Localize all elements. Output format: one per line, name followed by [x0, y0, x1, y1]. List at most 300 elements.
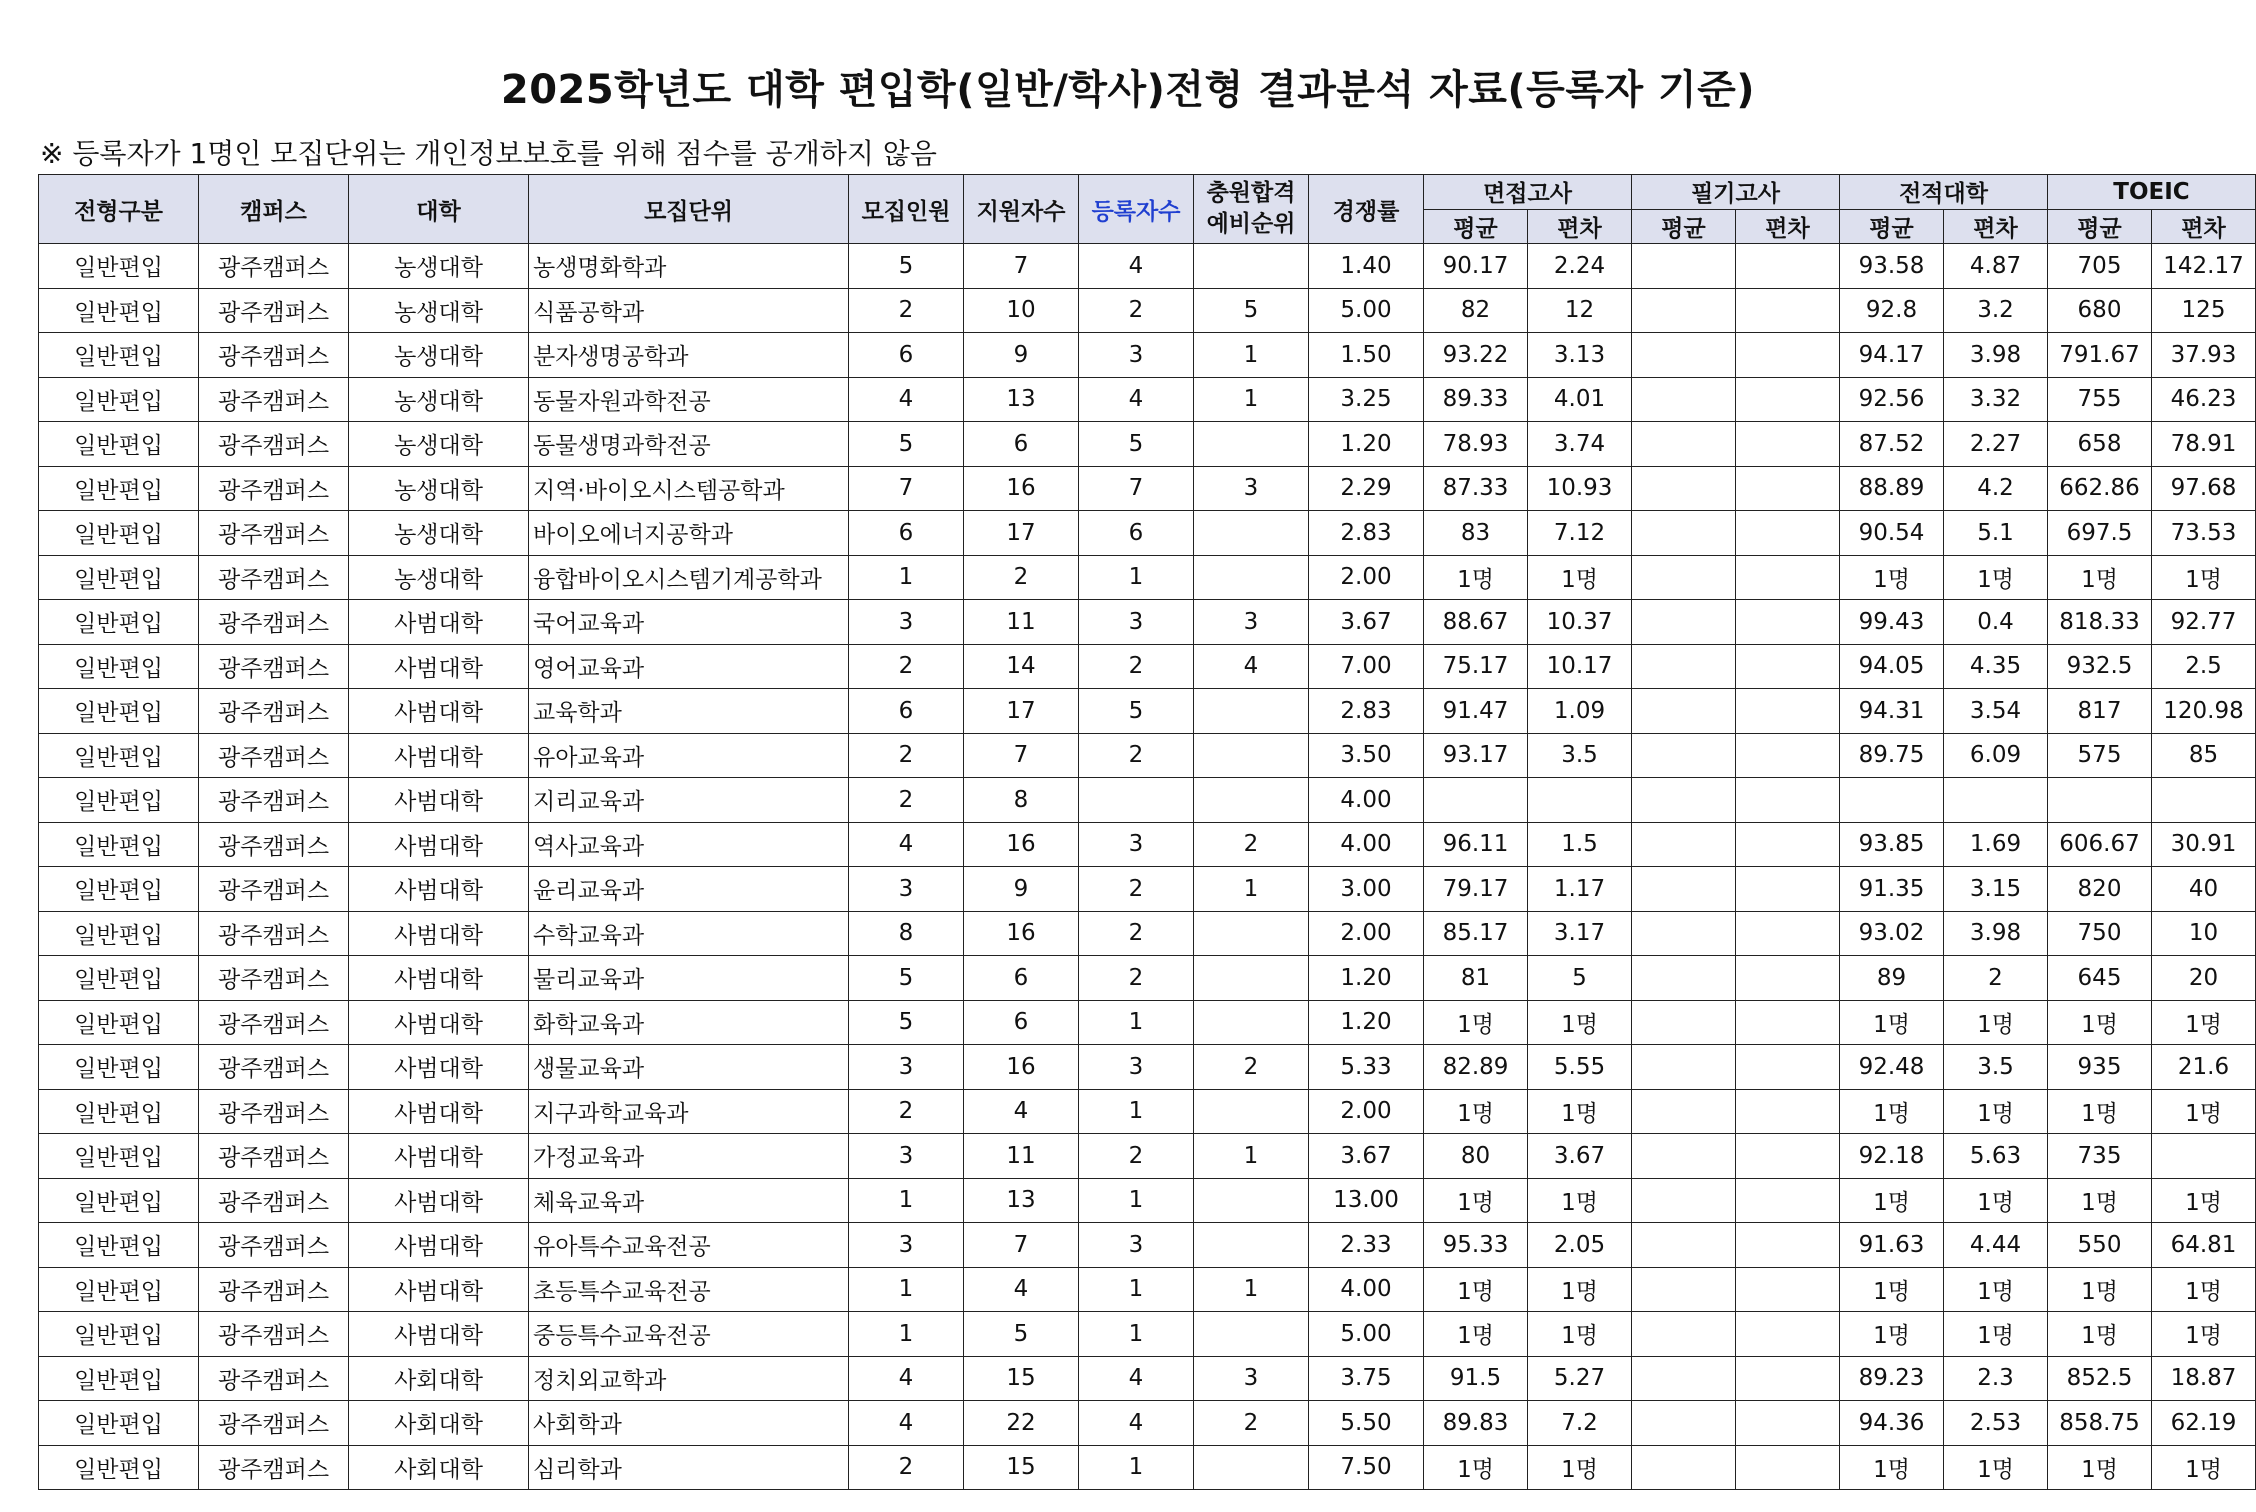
cell-toeic-dev: 21.6: [2152, 1045, 2256, 1090]
header-campus: 캠퍼스: [199, 175, 349, 244]
cell-type: 일반편입: [39, 1223, 199, 1268]
cell-ratio: 5.33: [1309, 1045, 1424, 1090]
cell-unit: 유아특수교육전공: [529, 1223, 849, 1268]
cell-interview-dev: 1명: [1528, 1267, 1632, 1312]
cell-prev-univ-avg: [1840, 778, 1944, 823]
cell-interview-dev: 5: [1528, 956, 1632, 1001]
header-prev-univ-dev: 편차: [1944, 209, 2048, 244]
cell-type: 일반편입: [39, 600, 199, 645]
cell-prev-univ-dev: 3.32: [1944, 377, 2048, 422]
cell-written-dev: [1736, 733, 1840, 778]
cell-interview-dev: 10.37: [1528, 600, 1632, 645]
cell-prev-univ-avg: 1명: [1840, 1000, 1944, 1045]
cell-registered: 1: [1079, 555, 1194, 600]
cell-registered: 1: [1079, 1178, 1194, 1223]
cell-interview-dev: 5.27: [1528, 1356, 1632, 1401]
cell-quota: 1: [849, 1267, 964, 1312]
cell-quota: 5: [849, 956, 964, 1001]
cell-prev-univ-dev: 1명: [1944, 1178, 2048, 1223]
cell-unit: 정치외교학과: [529, 1356, 849, 1401]
cell-interview-dev: 3.5: [1528, 733, 1632, 778]
table-row: [39, 511, 2256, 556]
cell-prev-univ-avg: 92.56: [1840, 377, 1944, 422]
cell-prev-univ-avg: 1명: [1840, 1445, 1944, 1490]
cell-registered: 3: [1079, 1223, 1194, 1268]
cell-campus: 광주캠퍼스: [199, 1045, 349, 1090]
cell-toeic-avg: 575: [2048, 733, 2152, 778]
cell-waitlist: 4: [1194, 644, 1309, 689]
cell-registered: 2: [1079, 911, 1194, 956]
cell-interview-dev: 1명: [1528, 1089, 1632, 1134]
cell-applicants: 10: [964, 288, 1079, 333]
cell-interview-avg: 95.33: [1424, 1223, 1528, 1268]
cell-interview-dev: 5.55: [1528, 1045, 1632, 1090]
cell-campus: 광주캠퍼스: [199, 1223, 349, 1268]
cell-written-avg: [1632, 333, 1736, 378]
cell-college: 사범대학: [349, 1000, 529, 1045]
cell-ratio: 3.67: [1309, 600, 1424, 645]
cell-college: 사범대학: [349, 689, 529, 734]
cell-prev-univ-dev: 4.2: [1944, 466, 2048, 511]
cell-written-avg: [1632, 644, 1736, 689]
cell-type: 일반편입: [39, 644, 199, 689]
cell-college: 사범대학: [349, 778, 529, 823]
cell-registered: 1: [1079, 1267, 1194, 1312]
cell-written-dev: [1736, 956, 1840, 1001]
cell-waitlist: [1194, 911, 1309, 956]
cell-type: 일반편입: [39, 1356, 199, 1401]
cell-written-dev: [1736, 689, 1840, 734]
cell-interview-avg: 79.17: [1424, 867, 1528, 912]
cell-written-avg: [1632, 1134, 1736, 1179]
cell-toeic-avg: 791.67: [2048, 333, 2152, 378]
cell-quota: 5: [849, 244, 964, 289]
cell-campus: 광주캠퍼스: [199, 466, 349, 511]
table-row: [39, 466, 2256, 511]
cell-campus: 광주캠퍼스: [199, 1267, 349, 1312]
cell-applicants: 8: [964, 778, 1079, 823]
cell-applicants: 17: [964, 511, 1079, 556]
cell-written-avg: [1632, 1223, 1736, 1268]
cell-prev-univ-dev: 1.69: [1944, 822, 2048, 867]
cell-toeic-dev: 1명: [2152, 555, 2256, 600]
cell-toeic-avg: 1명: [2048, 1445, 2152, 1490]
cell-applicants: 16: [964, 822, 1079, 867]
cell-toeic-dev: 18.87: [2152, 1356, 2256, 1401]
cell-ratio: 5.00: [1309, 288, 1424, 333]
cell-waitlist: [1194, 1223, 1309, 1268]
cell-toeic-avg: 935: [2048, 1045, 2152, 1090]
table-row: [39, 1045, 2256, 1090]
cell-interview-dev: 10.93: [1528, 466, 1632, 511]
header-toeic-dev: 편차: [2152, 209, 2256, 244]
table-row: [39, 1089, 2256, 1134]
cell-toeic-avg: 858.75: [2048, 1401, 2152, 1446]
cell-unit: 생물교육과: [529, 1045, 849, 1090]
cell-prev-univ-avg: 90.54: [1840, 511, 1944, 556]
cell-ratio: 3.00: [1309, 867, 1424, 912]
cell-campus: 광주캠퍼스: [199, 511, 349, 556]
cell-campus: 광주캠퍼스: [199, 867, 349, 912]
cell-applicants: 4: [964, 1089, 1079, 1134]
cell-interview-dev: 7.2: [1528, 1401, 1632, 1446]
cell-college: 농생대학: [349, 333, 529, 378]
cell-unit: 가정교육과: [529, 1134, 849, 1179]
cell-type: 일반편입: [39, 733, 199, 778]
cell-waitlist: [1194, 422, 1309, 467]
cell-interview-avg: 82: [1424, 288, 1528, 333]
header-prev-univ-avg: 평균: [1840, 209, 1944, 244]
cell-written-avg: [1632, 600, 1736, 645]
cell-prev-univ-avg: 94.05: [1840, 644, 1944, 689]
cell-interview-avg: 89.33: [1424, 377, 1528, 422]
cell-interview-avg: 88.67: [1424, 600, 1528, 645]
cell-quota: 2: [849, 288, 964, 333]
header-waitlist-line2: 예비순위: [1206, 211, 1296, 237]
cell-ratio: 2.33: [1309, 1223, 1424, 1268]
cell-prev-univ-avg: 94.17: [1840, 333, 1944, 378]
cell-prev-univ-dev: 1명: [1944, 555, 2048, 600]
cell-applicants: 13: [964, 1178, 1079, 1223]
cell-interview-dev: [1528, 778, 1632, 823]
cell-ratio: 4.00: [1309, 1267, 1424, 1312]
cell-prev-univ-avg: 1명: [1840, 1312, 1944, 1357]
cell-written-avg: [1632, 1178, 1736, 1223]
cell-prev-univ-dev: 1명: [1944, 1445, 2048, 1490]
cell-written-dev: [1736, 377, 1840, 422]
cell-toeic-dev: 73.53: [2152, 511, 2256, 556]
cell-registered: [1079, 778, 1194, 823]
cell-college: 사범대학: [349, 600, 529, 645]
cell-prev-univ-avg: 93.58: [1840, 244, 1944, 289]
cell-toeic-avg: 1명: [2048, 1178, 2152, 1223]
table-row: [39, 555, 2256, 600]
cell-written-dev: [1736, 1223, 1840, 1268]
cell-interview-avg: 85.17: [1424, 911, 1528, 956]
cell-prev-univ-dev: 2.53: [1944, 1401, 2048, 1446]
cell-quota: 1: [849, 555, 964, 600]
table-row: [39, 1356, 2256, 1401]
cell-waitlist: [1194, 1445, 1309, 1490]
cell-waitlist: [1194, 956, 1309, 1001]
cell-prev-univ-avg: 99.43: [1840, 600, 1944, 645]
cell-toeic-avg: 680: [2048, 288, 2152, 333]
cell-toeic-dev: [2152, 778, 2256, 823]
cell-interview-dev: 10.17: [1528, 644, 1632, 689]
cell-written-dev: [1736, 244, 1840, 289]
cell-written-avg: [1632, 1089, 1736, 1134]
table-row: [39, 1223, 2256, 1268]
cell-ratio: 1.20: [1309, 956, 1424, 1001]
cell-prev-univ-avg: 1명: [1840, 1267, 1944, 1312]
cell-interview-avg: 93.17: [1424, 733, 1528, 778]
cell-type: 일반편입: [39, 1045, 199, 1090]
cell-quota: 2: [849, 1089, 964, 1134]
cell-applicants: 6: [964, 1000, 1079, 1045]
cell-ratio: 1.20: [1309, 1000, 1424, 1045]
cell-written-dev: [1736, 1089, 1840, 1134]
cell-college: 사범대학: [349, 1267, 529, 1312]
cell-prev-univ-dev: 5.63: [1944, 1134, 2048, 1179]
cell-written-dev: [1736, 1401, 1840, 1446]
cell-prev-univ-dev: 5.1: [1944, 511, 2048, 556]
cell-waitlist: 3: [1194, 466, 1309, 511]
cell-interview-dev: 3.17: [1528, 911, 1632, 956]
cell-unit: 동물생명과학전공: [529, 422, 849, 467]
cell-toeic-avg: 735: [2048, 1134, 2152, 1179]
cell-college: 사범대학: [349, 644, 529, 689]
cell-applicants: 22: [964, 1401, 1079, 1446]
cell-quota: 2: [849, 733, 964, 778]
cell-waitlist: [1194, 511, 1309, 556]
header-waitlist-line1: 충원합격: [1206, 180, 1296, 206]
cell-toeic-avg: 658: [2048, 422, 2152, 467]
cell-interview-dev: 7.12: [1528, 511, 1632, 556]
cell-quota: 3: [849, 1223, 964, 1268]
cell-ratio: 5.50: [1309, 1401, 1424, 1446]
cell-prev-univ-dev: 4.44: [1944, 1223, 2048, 1268]
cell-toeic-avg: 750: [2048, 911, 2152, 956]
cell-written-dev: [1736, 1000, 1840, 1045]
cell-college: 사범대학: [349, 1312, 529, 1357]
cell-applicants: 5: [964, 1312, 1079, 1357]
cell-ratio: 2.00: [1309, 911, 1424, 956]
header-interview-dev: 편차: [1528, 209, 1632, 244]
cell-registered: 2: [1079, 1134, 1194, 1179]
cell-campus: 광주캠퍼스: [199, 333, 349, 378]
cell-unit: 유아교육과: [529, 733, 849, 778]
header-waitlist: [1194, 175, 1309, 244]
cell-prev-univ-avg: 1명: [1840, 555, 1944, 600]
cell-written-dev: [1736, 911, 1840, 956]
cell-ratio: 3.50: [1309, 733, 1424, 778]
cell-unit: 국어교육과: [529, 600, 849, 645]
cell-prev-univ-dev: 4.87: [1944, 244, 2048, 289]
cell-unit: 동물자원과학전공: [529, 377, 849, 422]
cell-interview-avg: 1명: [1424, 1178, 1528, 1223]
cell-toeic-dev: 1명: [2152, 1178, 2256, 1223]
cell-unit: 윤리교육과: [529, 867, 849, 912]
cell-interview-avg: 80: [1424, 1134, 1528, 1179]
cell-type: 일반편입: [39, 822, 199, 867]
cell-written-dev: [1736, 1445, 1840, 1490]
cell-waitlist: [1194, 1178, 1309, 1223]
cell-prev-univ-dev: 3.2: [1944, 288, 2048, 333]
cell-college: 사범대학: [349, 1089, 529, 1134]
cell-written-dev: [1736, 555, 1840, 600]
cell-quota: 5: [849, 422, 964, 467]
cell-written-avg: [1632, 244, 1736, 289]
cell-college: 사범대학: [349, 1178, 529, 1223]
header-type: 전형구분: [39, 175, 199, 244]
cell-type: 일반편입: [39, 1089, 199, 1134]
cell-toeic-dev: 40: [2152, 867, 2256, 912]
cell-waitlist: 1: [1194, 867, 1309, 912]
cell-unit: 영어교육과: [529, 644, 849, 689]
cell-prev-univ-dev: 6.09: [1944, 733, 2048, 778]
cell-prev-univ-avg: 94.36: [1840, 1401, 1944, 1446]
cell-toeic-avg: 606.67: [2048, 822, 2152, 867]
cell-quota: 7: [849, 466, 964, 511]
cell-toeic-dev: 97.68: [2152, 466, 2256, 511]
cell-interview-avg: 1명: [1424, 1312, 1528, 1357]
cell-type: 일반편입: [39, 1134, 199, 1179]
cell-prev-univ-avg: 92.18: [1840, 1134, 1944, 1179]
cell-campus: 광주캠퍼스: [199, 555, 349, 600]
cell-applicants: 7: [964, 733, 1079, 778]
cell-prev-univ-dev: 2.3: [1944, 1356, 2048, 1401]
cell-written-dev: [1736, 867, 1840, 912]
cell-unit: 화학교육과: [529, 1000, 849, 1045]
cell-quota: 2: [849, 1445, 964, 1490]
cell-unit: 사회학과: [529, 1401, 849, 1446]
cell-written-avg: [1632, 1356, 1736, 1401]
cell-campus: 광주캠퍼스: [199, 244, 349, 289]
cell-written-avg: [1632, 466, 1736, 511]
cell-interview-dev: 4.01: [1528, 377, 1632, 422]
cell-unit: 초등특수교육전공: [529, 1267, 849, 1312]
cell-prev-univ-avg: 1명: [1840, 1089, 1944, 1134]
table-row: [39, 244, 2256, 289]
cell-quota: 6: [849, 689, 964, 734]
cell-prev-univ-avg: 91.35: [1840, 867, 1944, 912]
cell-registered: 1: [1079, 1312, 1194, 1357]
cell-ratio: 2.83: [1309, 511, 1424, 556]
cell-type: 일반편입: [39, 911, 199, 956]
cell-registered: 6: [1079, 511, 1194, 556]
cell-registered: 5: [1079, 689, 1194, 734]
cell-written-avg: [1632, 822, 1736, 867]
cell-quota: 3: [849, 1045, 964, 1090]
cell-applicants: 11: [964, 600, 1079, 645]
cell-written-dev: [1736, 1356, 1840, 1401]
table-row: [39, 600, 2256, 645]
cell-waitlist: 3: [1194, 1356, 1309, 1401]
cell-applicants: 7: [964, 244, 1079, 289]
table-header: [39, 175, 2256, 244]
table-row: [39, 333, 2256, 378]
cell-interview-dev: 3.74: [1528, 422, 1632, 467]
cell-interview-dev: 2.05: [1528, 1223, 1632, 1268]
cell-interview-avg: 93.22: [1424, 333, 1528, 378]
cell-type: 일반편입: [39, 778, 199, 823]
cell-college: 농생대학: [349, 466, 529, 511]
cell-toeic-avg: 1명: [2048, 1312, 2152, 1357]
cell-registered: 2: [1079, 288, 1194, 333]
cell-campus: 광주캠퍼스: [199, 689, 349, 734]
header-quota: 모집인원: [849, 175, 964, 244]
header-written: 필기고사: [1632, 175, 1840, 210]
cell-quota: 2: [849, 778, 964, 823]
cell-type: 일반편입: [39, 422, 199, 467]
cell-prev-univ-avg: 92.48: [1840, 1045, 1944, 1090]
cell-prev-univ-avg: 94.31: [1840, 689, 1944, 734]
cell-toeic-avg: 818.33: [2048, 600, 2152, 645]
cell-ratio: 2.00: [1309, 1089, 1424, 1134]
cell-college: 농생대학: [349, 555, 529, 600]
cell-written-dev: [1736, 511, 1840, 556]
cell-toeic-avg: 932.5: [2048, 644, 2152, 689]
cell-written-dev: [1736, 333, 1840, 378]
cell-registered: 1: [1079, 1000, 1194, 1045]
cell-written-dev: [1736, 778, 1840, 823]
cell-prev-univ-dev: 3.98: [1944, 911, 2048, 956]
cell-registered: 7: [1079, 466, 1194, 511]
cell-type: 일반편입: [39, 689, 199, 734]
cell-campus: 광주캠퍼스: [199, 600, 349, 645]
cell-applicants: 13: [964, 377, 1079, 422]
cell-interview-dev: 1.17: [1528, 867, 1632, 912]
cell-toeic-dev: 1명: [2152, 1445, 2256, 1490]
cell-registered: 1: [1079, 1089, 1194, 1134]
cell-ratio: 2.00: [1309, 555, 1424, 600]
table-row: [39, 1445, 2256, 1490]
cell-unit: 식품공학과: [529, 288, 849, 333]
cell-college: 사범대학: [349, 956, 529, 1001]
cell-waitlist: 2: [1194, 1401, 1309, 1446]
header-interview: 면접고사: [1424, 175, 1632, 210]
cell-type: 일반편입: [39, 1178, 199, 1223]
cell-quota: 6: [849, 333, 964, 378]
cell-prev-univ-avg: 88.89: [1840, 466, 1944, 511]
cell-prev-univ-dev: 1명: [1944, 1000, 2048, 1045]
cell-waitlist: 1: [1194, 333, 1309, 378]
cell-written-avg: [1632, 778, 1736, 823]
cell-unit: 지구과학교육과: [529, 1089, 849, 1134]
cell-interview-avg: 78.93: [1424, 422, 1528, 467]
cell-ratio: 3.75: [1309, 1356, 1424, 1401]
cell-registered: 2: [1079, 867, 1194, 912]
cell-unit: 지리교육과: [529, 778, 849, 823]
cell-type: 일반편입: [39, 956, 199, 1001]
cell-ratio: 5.00: [1309, 1312, 1424, 1357]
cell-ratio: 7.50: [1309, 1445, 1424, 1490]
cell-college: 농생대학: [349, 377, 529, 422]
cell-ratio: 7.00: [1309, 644, 1424, 689]
cell-toeic-avg: 1명: [2048, 555, 2152, 600]
cell-college: 사범대학: [349, 822, 529, 867]
cell-college: 사회대학: [349, 1445, 529, 1490]
cell-college: 사회대학: [349, 1356, 529, 1401]
cell-ratio: 3.67: [1309, 1134, 1424, 1179]
cell-written-avg: [1632, 733, 1736, 778]
cell-college: 사범대학: [349, 1223, 529, 1268]
cell-campus: 광주캠퍼스: [199, 733, 349, 778]
cell-waitlist: 1: [1194, 377, 1309, 422]
cell-toeic-dev: 1명: [2152, 1000, 2256, 1045]
cell-prev-univ-dev: [1944, 778, 2048, 823]
cell-written-dev: [1736, 288, 1840, 333]
cell-written-dev: [1736, 600, 1840, 645]
cell-written-dev: [1736, 422, 1840, 467]
cell-registered: 2: [1079, 644, 1194, 689]
cell-toeic-avg: 645: [2048, 956, 2152, 1001]
cell-type: 일반편입: [39, 377, 199, 422]
cell-campus: 광주캠퍼스: [199, 1134, 349, 1179]
cell-applicants: 7: [964, 1223, 1079, 1268]
cell-prev-univ-dev: 3.5: [1944, 1045, 2048, 1090]
table-row: [39, 1178, 2256, 1223]
header-written-avg: 평균: [1632, 209, 1736, 244]
cell-college: 사범대학: [349, 911, 529, 956]
cell-toeic-avg: 1명: [2048, 1000, 2152, 1045]
cell-waitlist: [1194, 733, 1309, 778]
table-row: [39, 1312, 2256, 1357]
cell-toeic-avg: 755: [2048, 377, 2152, 422]
cell-written-avg: [1632, 377, 1736, 422]
results-table: [38, 174, 2256, 1490]
header-ratio: 경쟁률: [1309, 175, 1424, 244]
